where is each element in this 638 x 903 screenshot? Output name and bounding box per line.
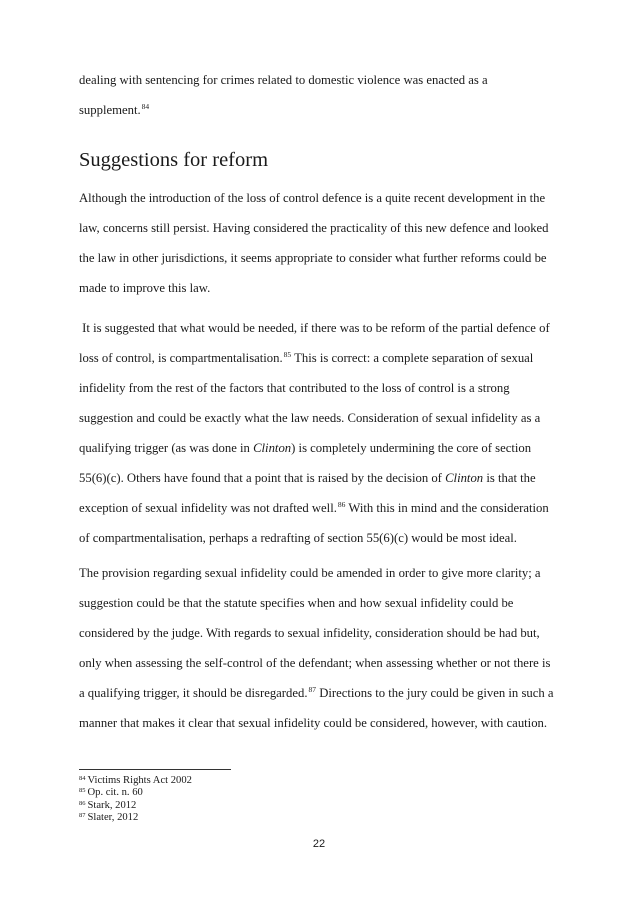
footnote-separator (79, 769, 231, 770)
text-line: law, concerns still persist. Having considered the practicality of this new defence and looked (79, 221, 549, 235)
text-span: It is suggested that what would be needed, if there was to be reform of the partial defence of (79, 321, 550, 335)
paragraph-2 (79, 320, 579, 560)
footnote-87 (79, 812, 192, 824)
text-line: the law in other jurisdictions, it seems appropriate to consider what further reforms could be (79, 251, 547, 265)
text-span: a qualifying trigger, it should be disregarded. (79, 686, 308, 700)
text-span: is that the (483, 471, 536, 485)
text-span: 55(6)(c). Others have found that a point that is raised by the decision of (79, 471, 446, 485)
text-line (79, 440, 579, 470)
text-span: dealing with sentencing for crimes related to domestic violence was enacted as a (79, 73, 488, 87)
text-line (79, 685, 579, 715)
footnote-85 (79, 787, 192, 799)
text-span: exception of sexual infidelity was not drafted well. (79, 501, 337, 515)
text-line (79, 72, 579, 102)
text-span: supplement. (79, 103, 141, 117)
footnote-text: Victims Rights Act 2002 (87, 775, 192, 786)
case-name: Clinton (445, 471, 484, 485)
section-heading: Suggestions for reform (79, 149, 269, 171)
text-line: infidelity from the rest of the factors that contributed to the loss of control is a strong (79, 381, 510, 395)
text-line: manner that makes it clear that sexual infidelity could be considered, however, with caution. (79, 716, 548, 730)
text-span: Directions to the jury could be given in such a (316, 686, 554, 700)
footnote-number: 87 (79, 811, 86, 819)
text-span: ) is completely undermining the core of section (291, 441, 532, 455)
intro-paragraph (79, 72, 579, 132)
footnote-number: 84 (79, 775, 86, 782)
footnote-ref-86: 86 (337, 500, 346, 509)
text-line: only when assessing the self-control of the defendant; when assessing whether or not there is (79, 656, 551, 670)
text-line (79, 470, 579, 500)
footnote-text: Stark, 2012 (87, 799, 137, 811)
footnote-ref-84: 84 (141, 102, 150, 111)
text-line (79, 350, 579, 380)
page-number: 22 (312, 838, 326, 850)
text-line: The provision regarding sexual infidelity could be amended in order to give more clarity; a (79, 566, 541, 580)
footnote-number: 86 (79, 799, 86, 807)
text-line: suggestion and could be exactly what the law needs. Consideration of sexual infidelity as a (79, 411, 541, 425)
case-name: Clinton (253, 441, 292, 455)
footnote-text: Slater, 2012 (87, 811, 139, 823)
paragraph-3 (79, 565, 579, 745)
text-line: considered by the judge. With regards to sexual infidelity, consideration should be had but, (79, 626, 540, 640)
footnote-ref-85: 85 (283, 350, 292, 359)
text-span: This is correct: a complete separation of sexual (291, 351, 534, 365)
footnote-86 (79, 800, 192, 812)
text-span: qualifying trigger (as was done in (79, 441, 254, 455)
text-line: suggestion could be that the statute specifies when and how sexual infidelity could be (79, 596, 514, 610)
footnote-84 (79, 775, 192, 787)
text-span: With this in mind and the consideration (345, 501, 549, 515)
footnote-number: 85 (79, 787, 86, 795)
footnotes (79, 775, 192, 824)
footnote-text: Op. cit. n. 60 (87, 787, 143, 799)
text-line: made to improve this law. (79, 281, 211, 295)
text-line: of compartmentalisation, perhaps a redrafting of section 55(6)(c) would be most ideal. (79, 531, 517, 545)
footnote-ref-87: 87 (308, 685, 317, 694)
text-span: loss of control, is compartmentalisation. (79, 351, 283, 365)
text-line (79, 500, 579, 530)
paragraph-1 (79, 190, 579, 310)
text-line: Although the introduction of the loss of control defence is a quite recent development in the (79, 191, 546, 205)
text-line (79, 320, 579, 350)
text-line (79, 102, 579, 132)
